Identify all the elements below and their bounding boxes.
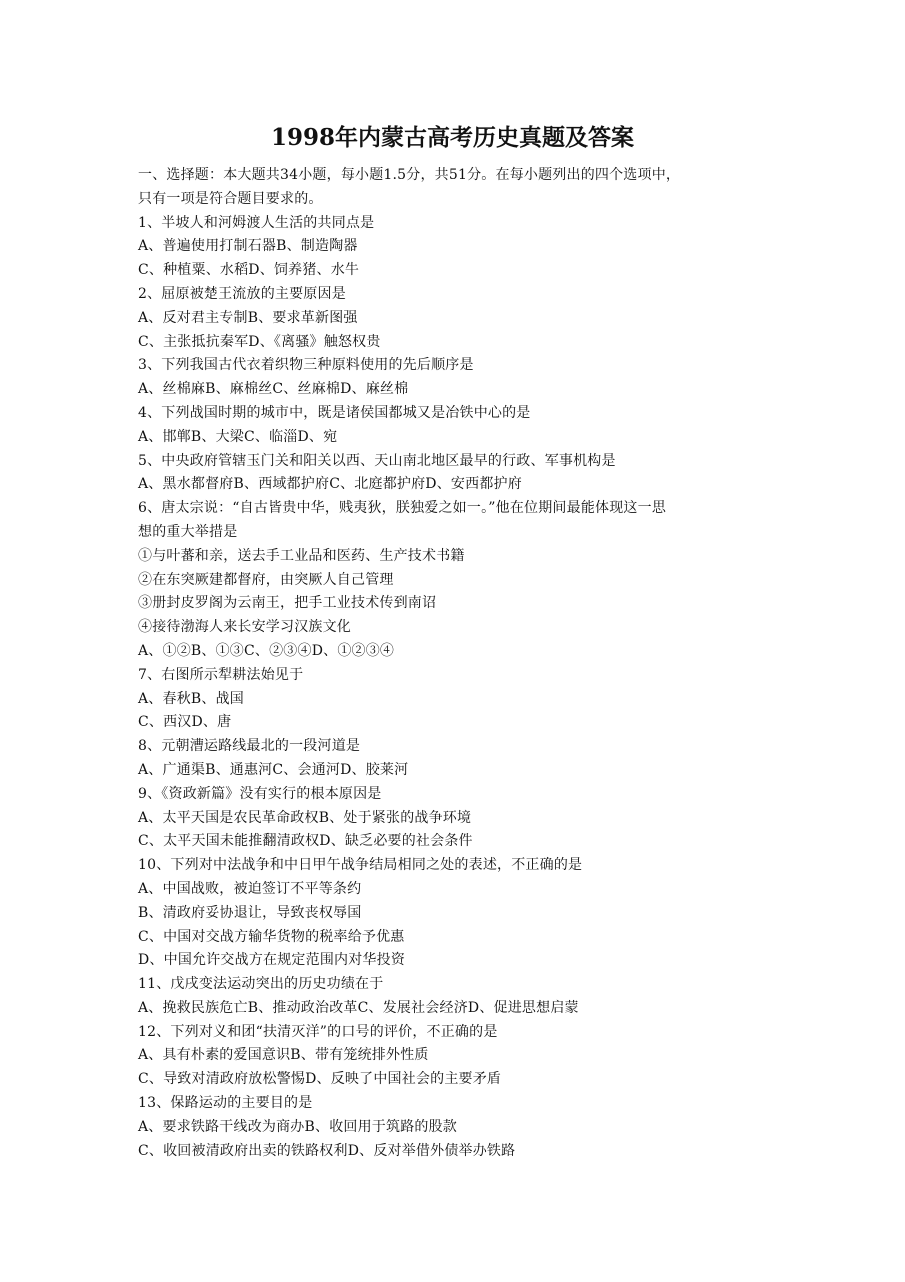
text-line: 5、中央政府管辖玉门关和阳关以西、天山南北地区最早的行政、军事机构是 bbox=[138, 452, 616, 469]
text-line: B、清政府妥协退让，导致丧权辱国 bbox=[138, 904, 362, 921]
text-line: 11、戊戌变法运动突出的历史功绩在于 bbox=[138, 976, 384, 993]
text-line: C、中国对交战方输华货物的税率给予优惠 bbox=[138, 928, 405, 945]
text-line: A、丝棉麻B、麻棉丝C、丝麻棉D、麻丝棉 bbox=[138, 381, 409, 398]
text-line: A、挽救民族危亡B、推动政治改革C、发展社会经济D、促进思想启蒙 bbox=[138, 999, 579, 1016]
document-title: 1998年内蒙古高考历史真题及答案 bbox=[270, 124, 634, 151]
document-body bbox=[138, 164, 778, 1163]
text-line: A、①②B、①③C、②③④D、①②③④ bbox=[138, 642, 395, 659]
text-line: A、春秋B、战国 bbox=[138, 690, 244, 707]
text-line: 4、下列战国时期的城市中，既是诸侯国都城又是冶铁中心的是 bbox=[138, 404, 531, 421]
text-line: 6、唐太宗说：“自古皆贵中华，贱夷狄，朕独爱之如一。”他在位期间最能体现这一思 bbox=[138, 500, 667, 517]
text-line: A、要求铁路干线改为商办B、收回用于筑路的股款 bbox=[138, 1118, 457, 1135]
text-line: A、普遍使用打制石器B、制造陶器 bbox=[138, 238, 358, 255]
text-line: C、种植粟、水稻D、饲养猪、水牛 bbox=[138, 262, 360, 279]
text-line: C、导致对清政府放松警惕D、反映了中国社会的主要矛盾 bbox=[138, 1071, 502, 1088]
text-line: ②在东突厥建都督府，由突厥人自己管理 bbox=[138, 571, 394, 588]
text-line: ③册封皮罗阁为云南王，把手工业技术传到南诏 bbox=[138, 595, 437, 612]
text-line: A、中国战败，被迫签订不平等条约 bbox=[138, 880, 362, 897]
text-line: C、收回被清政府出卖的铁路权利D、反对举借外债举办铁路 bbox=[138, 1142, 516, 1159]
text-line: ①与叶蕃和亲，送去手工业品和医药、生产技术书籍 bbox=[138, 547, 465, 564]
text-line: 想的重大举措是 bbox=[138, 523, 238, 540]
text-line: 12、下列对义和团“扶清灭洋”的口号的评价，不正确的是 bbox=[138, 1023, 498, 1040]
text-line: 7、右图所示犁耕法始见于 bbox=[138, 666, 304, 683]
text-line: 一、选择题：本大题共34小题，每小题1.5分，共51分。在每小题列出的四个选项中， bbox=[138, 167, 681, 183]
text-line: A、黑水都督府B、西域都护府C、北庭都护府D、安西都护府 bbox=[138, 476, 522, 493]
text-line: C、西汉D、唐 bbox=[138, 714, 232, 731]
text-line: 1、半坡人和河姆渡人生活的共同点是 bbox=[138, 214, 375, 231]
text-line: 13、保路运动的主要目的是 bbox=[138, 1095, 313, 1112]
text-line: D、中国允许交战方在规定范围内对华投资 bbox=[138, 952, 406, 969]
text-line: A、具有朴素的爱国意识B、带有笼统排外性质 bbox=[138, 1047, 429, 1064]
text-line: 只有一项是符合题目要求的。 bbox=[138, 190, 323, 207]
text-line: A、反对君主专制B、要求革新图强 bbox=[138, 309, 358, 326]
text-line: 3、下列我国古代衣着织物三种原料使用的先后顺序是 bbox=[138, 357, 474, 374]
text-line: 8、元朝漕运路线最北的一段河道是 bbox=[138, 738, 361, 755]
text-line: A、太平天国是农民革命政权B、处于紧张的战争环境 bbox=[138, 809, 472, 826]
text-line: C、太平天国未能推翻清政权D、缺乏必要的社会条件 bbox=[138, 833, 473, 850]
text-line: ④接待渤海人来长安学习汉族文化 bbox=[138, 619, 351, 636]
text-line: A、广通渠B、通惠河C、会通河D、胶莱河 bbox=[138, 761, 409, 778]
text-line: 9、《资政新篇》没有实行的根本原因是 bbox=[138, 785, 382, 802]
text-line: 10、下列对中法战争和中日甲午战争结局相同之处的表述，不正确的是 bbox=[138, 857, 583, 874]
text-line: A、邯郸B、大梁C、临淄D、宛 bbox=[138, 428, 338, 445]
text-line: C、主张抵抗秦军D、《离骚》触怒权贵 bbox=[138, 333, 381, 350]
text-line: 2、屈原被楚王流放的主要原因是 bbox=[138, 285, 346, 302]
